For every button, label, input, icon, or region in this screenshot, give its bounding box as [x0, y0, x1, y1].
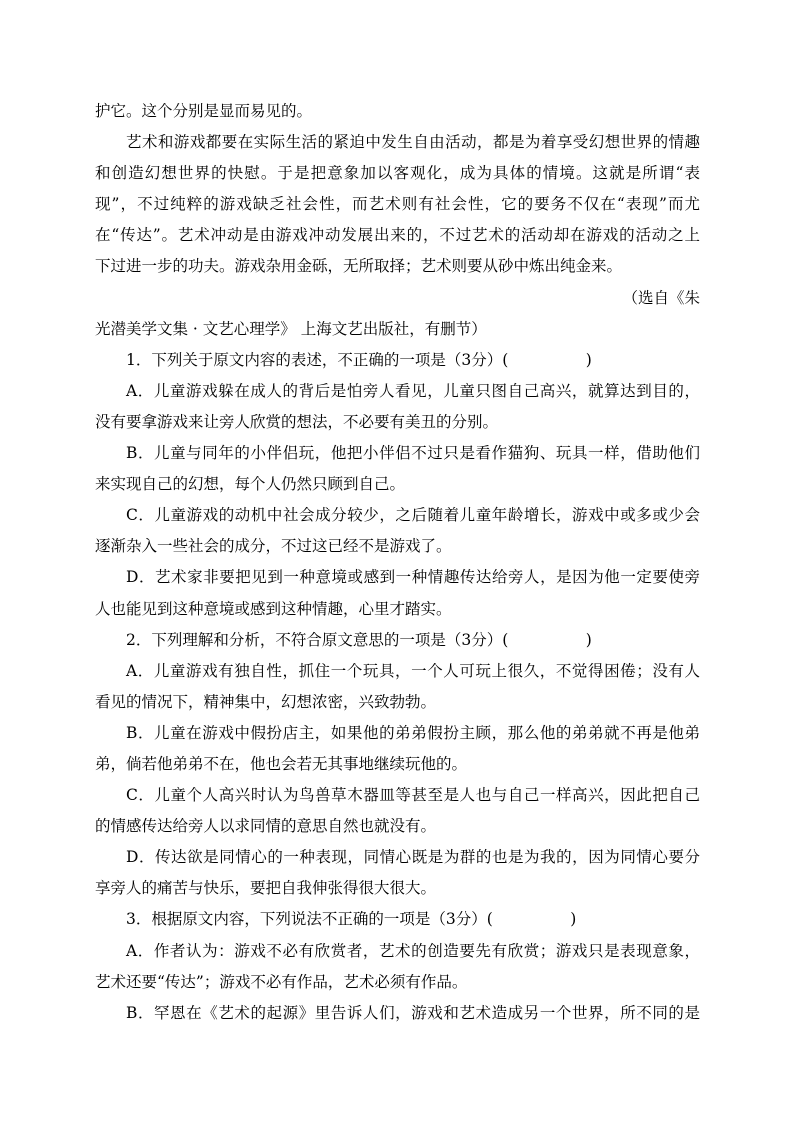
answer-option: D．艺术家非要把见到一种意境或感到一种情趣传达给旁人，是因为他一定要使旁	[126, 568, 700, 587]
question-stem: 1．下列关于原文内容的表述，不正确的一项是（3分）( )	[126, 350, 592, 369]
answer-option: 没有要拿游戏来让旁人欣赏的想法，不必要有美丑的分别。	[95, 412, 499, 431]
answer-option: B．罕恩在《艺术的起源》里告诉人们，游戏和艺术造成另一个世界，所不同的是	[126, 1003, 700, 1022]
answer-option: D．传达欲是同情心的一种表现，同情心既是为群的也是为我的，因为同情心要分	[126, 848, 700, 867]
answer-option: 来实现自己的幻想，每个人仍然只顾到自己。	[95, 475, 406, 494]
text-line: 护它。这个分别是显而易见的。	[95, 102, 313, 120]
text-line: 下过进一步的功夫。游戏杂用金砾，无所取择；艺术则要从砂中炼出纯金来。	[95, 257, 623, 276]
text-line: 艺术和游戏都要在实际生活的紧迫中发生自由活动，都是为着享受幻想世界的情趣	[126, 133, 700, 152]
answer-option: 艺术还要“传达”；游戏不必有作品，艺术必须有作品。	[95, 972, 468, 991]
text-line: 现”，不过纯粹的游戏缺乏社会性，而艺术则有社会性，它的要务不仅在“表现”而尤	[95, 195, 700, 214]
answer-option: 弟，倘若他弟弟不在，他也会若无其事地继续玩他的。	[95, 754, 468, 773]
answer-option: A．儿童游戏躲在成人的背后是怕旁人看见，儿童只图自己高兴，就算达到目的，	[126, 381, 700, 400]
answer-option: 逐渐杂入一些社会的成分，不过这已经不是游戏了。	[95, 537, 452, 556]
answer-option: C．儿童游戏的动机中社会成分较少，之后随着儿童年龄增长，游戏中或多或少会	[126, 506, 700, 525]
answer-option: 人也能见到这种意境或感到这种情趣，心里才踏实。	[95, 599, 452, 618]
answer-option: A．作者认为：游戏不必有欣赏者，艺术的创造要先有欣赏；游戏只是表现意象，	[126, 941, 700, 960]
answer-option: 享旁人的痛苦与快乐，要把自我伸张得很大很大。	[95, 879, 437, 898]
question-stem: 3．根据原文内容，下列说法不正确的一项是（3分）( )	[126, 910, 577, 929]
source-citation: 光潜美学文集 · 文艺心理学》 上海文艺出版社，有删节）	[95, 319, 487, 338]
text-line: 和创造幻想世界的快慰。于是把意象加以客观化，成为具体的情境。这就是所谓“表	[95, 164, 700, 183]
answer-option: B．儿童在游戏中假扮店主，如果他的弟弟假扮主顾，那么他的弟弟就不再是他弟	[126, 723, 700, 742]
answer-option: B．儿童与同年的小伴侣玩，他把小伴侣不过只是看作猫狗、玩具一样，借助他们	[126, 444, 700, 463]
answer-option: 看见的情况下，精神集中，幻想浓密，兴致勃勃。	[95, 692, 437, 711]
question-stem: 2．下列理解和分析，不符合原文意思的一项是（3分）( )	[126, 630, 592, 649]
text-line: 在“传达”。艺术冲动是由游戏冲动发展出来的，不过艺术的活动却在游戏的活动之上	[95, 226, 700, 245]
source-citation: （选自《朱	[622, 288, 700, 307]
answer-option: 的情感传达给旁人以求同情的意思自然也就没有。	[95, 817, 437, 836]
answer-option: C．儿童个人高兴时认为鸟兽草木器皿等甚至是人也与自己一样高兴，因此把自己	[126, 786, 700, 805]
answer-option: A．儿童游戏有独自性，抓住一个玩具，一个人可玩上很久，不觉得困倦；没有人	[126, 661, 700, 680]
document-page	[95, 96, 700, 1029]
